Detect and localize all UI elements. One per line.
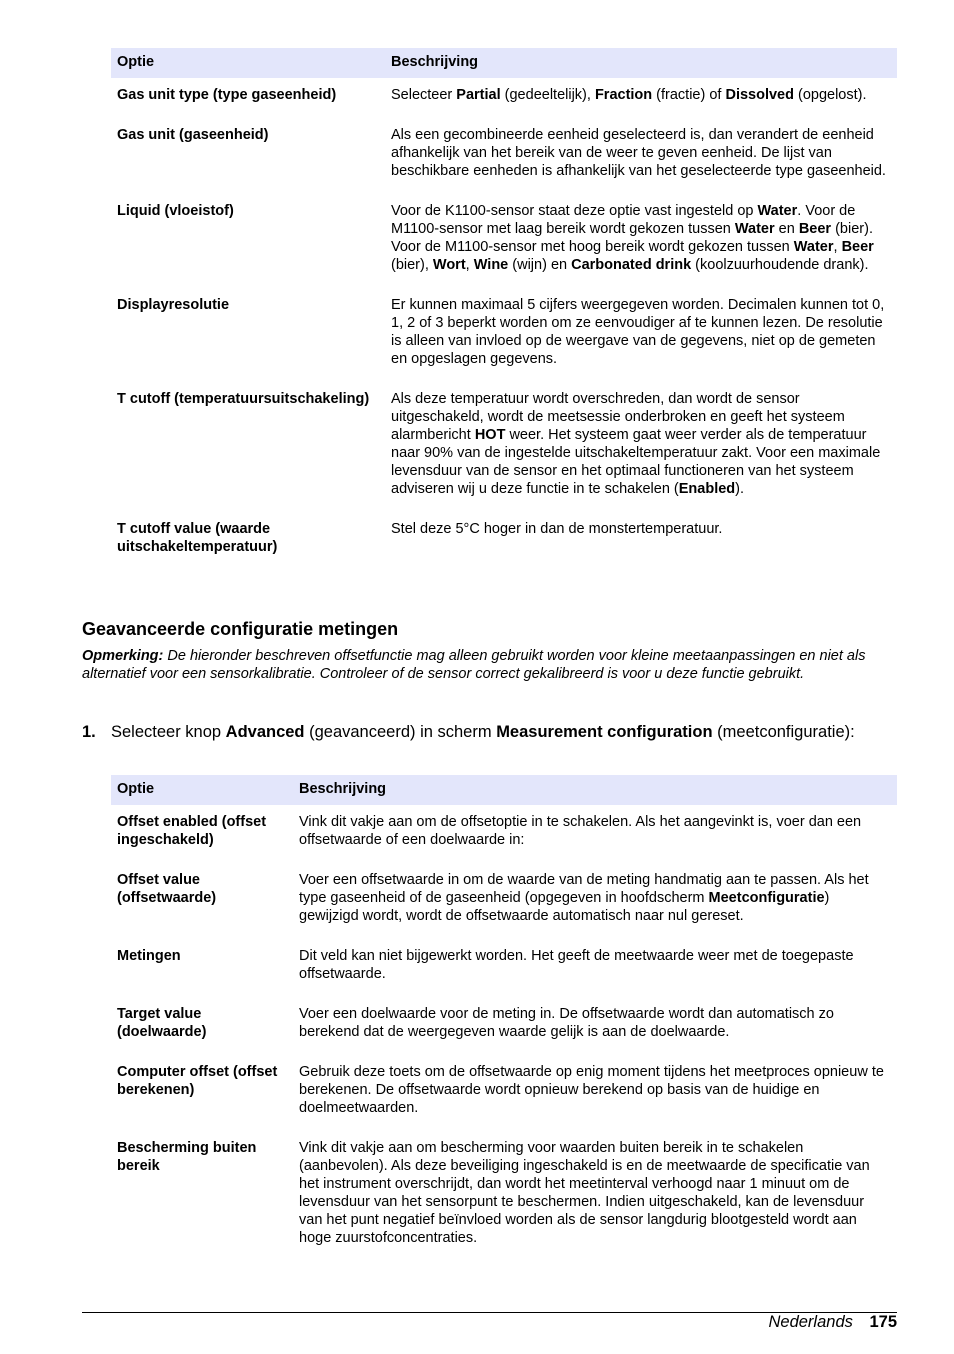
table-row [111,194,897,288]
option-description: Gebruik deze toets om de offsetwaarde op enig moment tijdens het meetproces opnieuw te berekenen. De offsetwaarde wordt opnieuw berekend op basis van de huidige en doelmeetwaarden. [299,1064,884,1116]
column-header-description: Beschrijving [293,775,897,805]
option-description: Als deze temperatuur wordt overschreden, dan wordt de sensor uitgeschakeld, wordt de meetsessie onderbroken en geeft het systeem alarmbericht HOT weer. Het systeem gaat weer verder als de temperatuur naar 90% van de ingestelde uitschakeltemperatuur zakt. Voor een maximale levensduur van de sensor en het optimaal functioneren van het systeem adviseren wij u deze functie in te schakelen (Enabled). [391,391,881,497]
emphasized-term: Water [734,221,775,237]
table-header-row [111,48,897,78]
emphasized-term: Wine [473,257,509,273]
table-row [111,1055,897,1131]
emphasized-term: Carbonated drink [571,257,692,273]
option-description: Selecteer Partial (gedeeltelijk), Fraction (fractie) of Dissolved (opgelost). [391,87,867,103]
option-description: Stel deze 5°C hoger in dan de monstertemperatuur. [391,521,723,537]
page-number: 175 [869,1313,897,1331]
emphasized-term: Beer [798,221,832,237]
table-row [111,805,897,863]
table-row [111,288,897,382]
option-name: Target value (doelwaarde) [117,1006,207,1040]
option-name: Liquid (vloeistof) [117,203,234,219]
option-name: Bescherming buiten bereik [117,1140,257,1174]
emphasized-term: Partial [456,87,501,103]
option-name: Offset enabled (offset ingeschakeld) [117,814,267,848]
section-heading: Geavanceerde configuratie metingen [82,619,399,639]
table-row [111,939,897,997]
step-text: Selecteer knop Advanced (geavanceerd) in scherm Measurement configuration (meetconfiguratie): [111,723,855,741]
emphasized-term: HOT [474,427,506,443]
emphasized-term: Beer [841,239,874,255]
options-table-1 [111,48,897,570]
table-row [111,997,897,1055]
option-name: T cutoff (temperatuursuitschakeling) [117,391,370,407]
step-number: 1. [82,723,96,741]
page-footer [768,1313,897,1332]
option-description: Vink dit vakje aan om de offsetoptie in te schakelen. Als het aangevinkt is, voer dan een offsetwaarde of een doelwaarde in: [299,814,862,848]
option-name: Gas unit type (type gaseenheid) [117,87,337,103]
emphasized-term: Dissolved [725,87,794,103]
table-row [111,863,897,939]
note-paragraph [82,647,897,683]
note-text: De hieronder beschreven offsetfunctie mag alleen gebruikt worden voor kleine meetaanpassingen en niet als alternatief voor een sensorkalibratie. Controleer of de sensor correct gekalibreerd is voor u deze functie gebruikt. [82,648,866,682]
option-description: Voer een doelwaarde voor de meting in. De offsetwaarde wordt dan automatisch zo berekend dat de weergegeven waarde gelijk is aan de doelwaarde. [299,1006,834,1040]
note-label: Opmerking: [82,648,164,664]
emphasized-term: Advanced [225,723,305,741]
emphasized-term: Enabled [678,481,736,497]
option-description: Er kunnen maximaal 5 cijfers weergegeven worden. Decimalen kunnen tot 0, 1, 2 of 3 beperkt worden om ze eenvoudiger af te kunnen lezen. De resolutie is alleen van invloed op de weergave van de gegevens, niet op de gemeten en opgeslagen gegevens. [391,297,885,367]
option-name: T cutoff value (waarde uitschakeltemperatuur) [117,521,278,555]
table-header-row [111,775,897,805]
option-name: Offset value (offsetwaarde) [117,872,217,906]
option-description: Als een gecombineerde eenheid geselecteerd is, dan verandert de eenheid afhankelijk van het bereik van de weer te geven eenheid. De lijst van beschikbare eenheden is afhankelijk van het geselecteerde type gaseenheid. [391,127,886,179]
table-row [111,78,897,118]
table-row [111,1131,897,1261]
emphasized-term: Meetconfiguratie [708,890,825,906]
emphasized-term: Fraction [594,87,653,103]
column-header-description: Beschrijving [385,48,897,78]
option-name: Metingen [117,948,181,964]
table-body [111,805,897,1261]
option-description: Vink dit vakje aan om bescherming voor waarden buiten bereik in te schakelen (aanbevolen). Als deze beveiliging ingeschakeld is en de meetwaarde de specificatie van het instrument overschrijdt, dan wordt het meetinterval verhoogd naar 1 minuut om de levensduur van het sensorpunt te beschermen. Indien uitgeschakeld, kan de levensduur van het punt negatief beïnvloed worden als de sensor langdurig blootgesteld wordt aan hoge zuurstofconcentraties. [299,1140,870,1246]
option-description: Voor de K1100-sensor staat deze optie vast ingesteld op Water. Voor de M1100-sensor met laag bereik wordt gekozen tussen Water en Beer (bier). Voor de M1100-sensor met hoog bereik wordt gekozen tussen Water, Beer (bier), Wort, Wine (wijn) en Carbonated drink (koolzuurhoudende drank). [391,203,874,273]
emphasized-term: Water [793,239,834,255]
emphasized-term: Wort [432,257,466,273]
table-row [111,512,897,570]
table-row [111,382,897,512]
column-header-option: Optie [111,775,293,805]
table-row [111,118,897,194]
option-name: Computer offset (offset berekenen) [117,1064,278,1098]
option-description: Dit veld kan niet bijgewerkt worden. Het geeft de meetwaarde weer met de toegepaste offsetwaarde. [299,948,854,982]
options-table-2 [111,775,897,1261]
option-description: Voer een offsetwaarde in om de waarde van de meting handmatig aan te passen. Als het type gaseenheid of de gaseenheid (opgegeven in hoofdscherm Meetconfiguratie) gewijzigd wordt, wordt de offsetwaarde automatisch naar nul gereset. [299,872,869,924]
option-name: Gas unit (gaseenheid) [117,127,269,143]
emphasized-term: Water [757,203,798,219]
footer-language: Nederlands [768,1313,853,1331]
table-body [111,78,897,570]
column-header-option: Optie [111,48,385,78]
option-name: Displayresolutie [117,297,230,313]
emphasized-term: Measurement configuration [496,723,713,741]
step-instruction [82,722,897,742]
